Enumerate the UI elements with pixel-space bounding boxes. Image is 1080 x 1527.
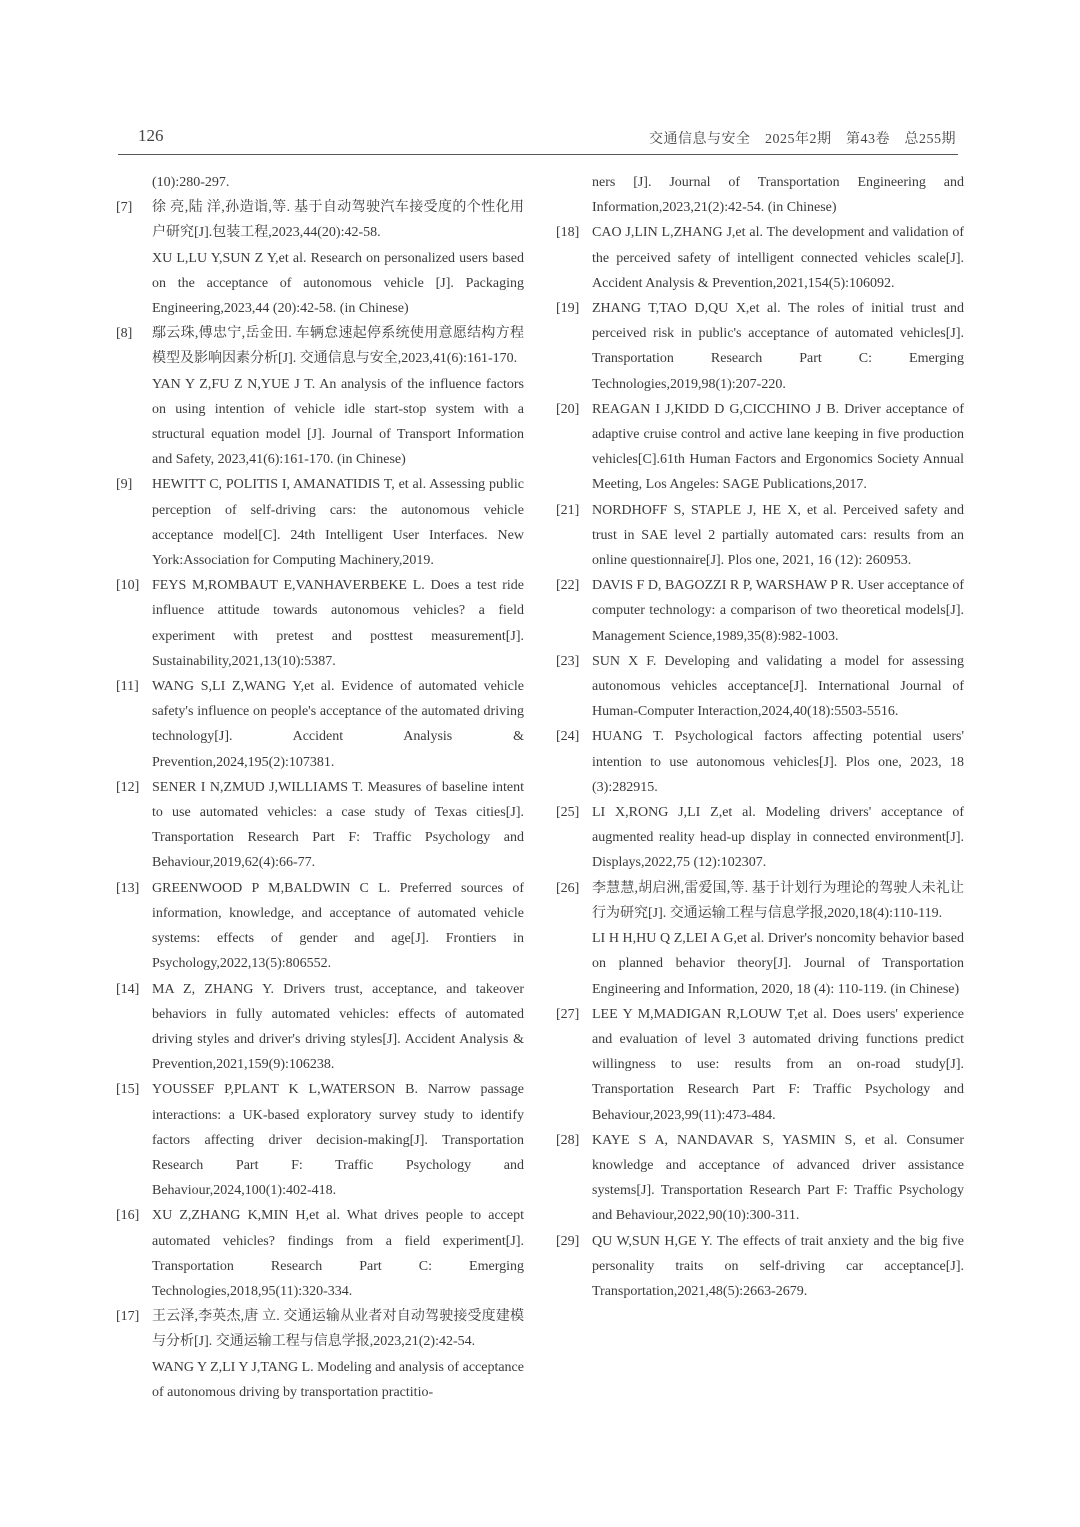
reference-text: YOUSSEF P,PLANT K L,WATERSON B. Narrow passage interactions: a UK-based exploratory survey study to identify factors affecting driver decision-making[J]. Transportation Research Part F: Traffic Psychology and Behaviour,2024,100(1):402-418. — [152, 1082, 524, 1199]
reference-number: [15] — [116, 1082, 140, 1098]
reference-number: [26] — [556, 880, 580, 896]
reference-number: [12] — [116, 779, 140, 795]
reference-text: KAYE S A, NANDAVAR S, YASMIN S, et al. Consumer knowledge and acceptance of advanced driver assistance systems[J]. Transportation Research Part F: Traffic Psychology and Behaviour,2022,90(10):300-311. — [592, 1132, 964, 1224]
reference-item — [116, 170, 524, 195]
page-number: 126 — [138, 126, 164, 145]
reference-number: [18] — [556, 225, 580, 241]
reference-number: [16] — [116, 1208, 140, 1224]
reference-number: [7] — [116, 200, 133, 216]
reference-item — [116, 876, 524, 977]
reference-text: SENER I N,ZMUD J,WILLIAMS T. Measures of baseline intent to use automated vehicles: a case study of Texas cities[J]. Transportation Research Part F: Traffic Psychology and Behaviour,2019,62(4):66-77. — [152, 779, 524, 871]
reference-number: [29] — [556, 1233, 580, 1249]
reference-text: XU L,LU Y,SUN Z Y,et al. Research on personalized users based on the acceptance of autonomous vehicle [J]. Packaging Engineering,2023,44 (20):42-58. (in Chinese) — [152, 250, 524, 317]
reference-text: SUN X F. Developing and validating a model for assessing autonomous vehicles acceptance[J]. International Journal of Human-Computer Interaction,2024,40(18):5503-5516. — [592, 653, 964, 720]
reference-text: WANG Y Z,LI Y J,TANG L. Modeling and analysis of acceptance of autonomous driving by transportation practitio- — [152, 1359, 524, 1400]
reference-number: [25] — [556, 805, 580, 821]
reference-text: REAGAN I J,KIDD D G,CICCHINO J B. Driver acceptance of adaptive cruise control and active lane keeping in five production vehicles[C].61th Human Factors and Ergonomics Society Annual Meeting, Los Angeles: SAGE Publications,2017. — [592, 401, 964, 493]
reference-number: [21] — [556, 502, 580, 518]
reference-number: [17] — [116, 1309, 140, 1325]
reference-number: [11] — [116, 679, 139, 695]
reference-text: HEWITT C, POLITIS I, AMANATIDIS T, et al. Assessing public perception of self-driving cars: the autonomous vehicle acceptance model[C]. 24th Intelligent User Interfaces. New York:Association for Computing Machinery,2019. — [152, 477, 524, 569]
reference-text: (10):280-297. — [152, 175, 230, 190]
reference-text: 李慧慧,胡启洲,雷爱国,等. 基于计划行为理论的驾驶人未礼让行为研究[J]. 交通运输工程与信息学报,2020,18(4):110-119. — [592, 880, 964, 921]
reference-item — [116, 1304, 524, 1405]
reference-item — [556, 1128, 964, 1229]
reference-number: [28] — [556, 1132, 580, 1148]
reference-item — [116, 321, 524, 472]
reference-text: HUANG T. Psychological factors affecting potential users' intention to use autonomous vehicles[J]. Plos one, 2023, 18 (3):282915. — [592, 729, 964, 795]
reference-text: XU Z,ZHANG K,MIN H,et al. What drives people to accept automated vehicles? findings from a field experiment[J]. Transportation Research Part C: Emerging Technologies,2018,95(11):320-334. — [152, 1208, 524, 1299]
reference-item — [116, 1203, 524, 1304]
reference-text: YAN Y Z,FU Z N,YUE J T. An analysis of the influence factors on using intention of vehicle idle start-stop system with a structural equation model [J]. Journal of Transport Information and Safety, 2023,41(6):161-170. (in Chinese) — [152, 376, 524, 468]
reference-item — [556, 800, 964, 876]
reference-number: [20] — [556, 401, 580, 417]
reference-number: [22] — [556, 578, 580, 594]
reference-item — [116, 775, 524, 876]
reference-number: [13] — [116, 880, 140, 896]
reference-text: GREENWOOD P M,BALDWIN C L. Preferred sources of information, knowledge, and acceptance of automated vehicle systems: effects of gender and age[J]. Frontiers in Psychology,2022,13(5):806552. — [152, 880, 524, 972]
reference-text: 徐 亮,陆 洋,孙造诣,等. 基于自动驾驶汽车接受度的个性化用户研究[J].包装工程,2023,44(20):42-58. — [152, 200, 524, 241]
reference-text: MA Z, ZHANG Y. Drivers trust, acceptance, and takeover behaviors in fully automated vehicles: effects of automated driving styles and driver's driving styles[J]. Accident Analysis & Prevention,2021,159(9):106238. — [152, 981, 524, 1073]
reference-item — [116, 573, 524, 674]
reference-item — [556, 724, 964, 800]
journal-header: 交通信息与安全 2025年2期 第43卷 总255期 — [649, 132, 956, 147]
reference-number: [24] — [556, 729, 580, 745]
reference-text: WANG S,LI Z,WANG Y,et al. Evidence of automated vehicle safety's influence on people's acceptance of the automated driving technology[J]. Accident Analysis & Prevention,2024,195(2):107381. — [152, 679, 524, 770]
reference-text: DAVIS F D, BAGOZZI R P, WARSHAW P R. User acceptance of computer technology: a comparison of two theoretical models[J]. Management Science,1989,35(8):982-1003. — [592, 578, 964, 644]
reference-item — [556, 296, 964, 397]
reference-item — [556, 876, 964, 1002]
reference-number: [23] — [556, 653, 580, 669]
references-right-column — [556, 170, 964, 1304]
reference-number: [8] — [116, 326, 133, 342]
reference-item — [556, 1002, 964, 1128]
reference-text: NORDHOFF S, STAPLE J, HE X, et al. Perceived safety and trust in SAE level 2 partially automated cars: results from an online questionnaire[J]. Plos one, 2021, 16 (12): 260953. — [592, 502, 964, 569]
reference-item — [556, 1229, 964, 1305]
reference-item — [556, 220, 964, 296]
reference-text: ZHANG T,TAO D,QU X,et al. The roles of initial trust and perceived risk in public's acceptance of automated vehicles[J]. Transportation Research Part C: Emerging Technologies,2019,98(1):207-220. — [592, 301, 964, 392]
reference-number: [19] — [556, 301, 580, 317]
reference-item — [116, 674, 524, 775]
reference-item — [116, 195, 524, 321]
reference-text: FEYS M,ROMBAUT E,VANHAVERBEKE L. Does a test ride influence attitude towards autonomous vehicles? a field experiment with pretest and posttest measurement[J]. Sustainability,2021,13(10):5387. — [152, 578, 524, 669]
header-rule — [118, 154, 958, 155]
reference-text: LI H H,HU Q Z,LEI A G,et al. Driver's noncomity behavior based on planned behavior theory[J]. Journal of Transportation Engineering and Information, 2020, 18 (4): 110-119. (in Chinese) — [592, 931, 964, 997]
reference-text: 王云泽,李英杰,唐 立. 交通运输从业者对自动驾驶接受度建模与分析[J]. 交通运输工程与信息学报,2023,21(2):42-54. — [152, 1309, 524, 1350]
reference-text: 鄢云珠,傅忠宁,岳金田. 车辆怠速起停系统使用意愿结构方程模型及影响因素分析[J]. 交通信息与安全,2023,41(6):161-170. — [152, 326, 524, 367]
reference-item — [116, 472, 524, 573]
reference-item — [556, 573, 964, 649]
reference-text: LEE Y M,MADIGAN R,LOUW T,et al. Does users' experience and evaluation of level 3 automated driving functions predict willingness to use: results from an on-road study[J]. Transportation Research Part F: Traffic Psychology and Behaviour,2023,99(11):473-484. — [592, 1006, 964, 1123]
reference-text: CAO J,LIN L,ZHANG J,et al. The development and validation of the perceived safety of intelligent connected vehicles scale[J]. Accident Analysis & Prevention,2021,154(5):106092. — [592, 225, 964, 291]
reference-item — [556, 170, 964, 220]
reference-item — [116, 1077, 524, 1203]
reference-number: [10] — [116, 578, 140, 594]
reference-number: [27] — [556, 1006, 580, 1022]
reference-text: QU W,SUN H,GE Y. The effects of trait anxiety and the big five personality traits on self-driving car acceptance[J]. Transportation,2021,48(5):2663-2679. — [592, 1233, 964, 1299]
reference-item — [556, 498, 964, 574]
reference-item — [116, 977, 524, 1078]
reference-number: [9] — [116, 477, 133, 493]
reference-item — [556, 397, 964, 498]
reference-number: [14] — [116, 981, 140, 997]
reference-text: ners [J]. Journal of Transportation Engineering and Information,2023,21(2):42-54. (in Chinese) — [592, 175, 964, 216]
references-left-column — [116, 170, 524, 1405]
reference-item — [556, 649, 964, 725]
reference-text: LI X,RONG J,LI Z,et al. Modeling drivers' acceptance of augmented reality head-up display in connected environment[J]. Displays,2022,75 (12):102307. — [592, 805, 964, 871]
